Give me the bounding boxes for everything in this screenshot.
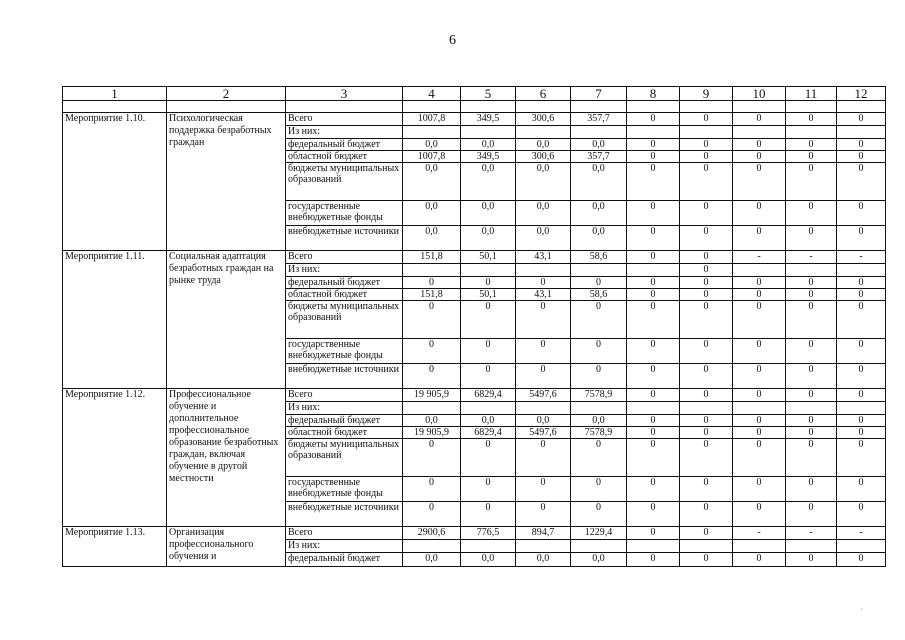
value-cell: 0 xyxy=(733,289,786,301)
value-cell: 0 xyxy=(837,415,886,427)
column-header: 3 xyxy=(286,87,403,101)
value-cell: 0 xyxy=(733,226,786,251)
measure-code: Мероприятие 1.13. xyxy=(63,527,167,567)
value-cell: 0 xyxy=(516,339,571,364)
value-cell: 2900,6 xyxy=(403,527,461,540)
value-cell: 0 xyxy=(680,163,733,201)
value-cell: 0 xyxy=(733,553,786,567)
funding-source: бюджеты муниципальных образований xyxy=(286,439,403,477)
value-cell xyxy=(571,402,627,415)
value-cell: 0 xyxy=(627,289,680,301)
value-cell: 0 xyxy=(571,477,627,502)
value-cell: 0 xyxy=(627,151,680,163)
value-cell: 5497,6 xyxy=(516,427,571,439)
funding-source: государственные внебюджетные фонды xyxy=(286,339,403,364)
value-cell: 151,8 xyxy=(403,289,461,301)
value-cell: 0 xyxy=(837,151,886,163)
value-cell: 0 xyxy=(627,439,680,477)
value-cell: 0,0 xyxy=(516,553,571,567)
value-cell: 0 xyxy=(680,264,733,277)
value-cell xyxy=(571,264,627,277)
value-cell: 0 xyxy=(733,389,786,402)
value-cell: 0 xyxy=(786,439,837,477)
value-cell: 0 xyxy=(571,301,627,339)
value-cell xyxy=(733,126,786,139)
value-cell: 0 xyxy=(680,251,733,264)
value-cell: - xyxy=(733,251,786,264)
value-cell xyxy=(786,126,837,139)
value-cell xyxy=(733,264,786,277)
value-cell: - xyxy=(837,527,886,540)
value-cell: 0,0 xyxy=(403,226,461,251)
value-cell: 0 xyxy=(680,301,733,339)
column-header: 2 xyxy=(167,87,286,101)
value-cell: 0 xyxy=(627,527,680,540)
value-cell: 0 xyxy=(627,553,680,567)
value-cell: 349,5 xyxy=(461,151,516,163)
value-cell: 0 xyxy=(571,364,627,389)
funding-source: Всего xyxy=(286,527,403,540)
value-cell xyxy=(516,126,571,139)
funding-source: Из них: xyxy=(286,264,403,277)
value-cell: 0 xyxy=(627,477,680,502)
value-cell: 0 xyxy=(680,113,733,126)
value-cell: 0 xyxy=(403,339,461,364)
spacer-row xyxy=(63,101,886,113)
value-cell: 0 xyxy=(516,439,571,477)
header-row xyxy=(63,87,886,101)
value-cell: 0 xyxy=(627,415,680,427)
value-cell: 6829,4 xyxy=(461,427,516,439)
value-cell: 0 xyxy=(403,439,461,477)
value-cell: 0 xyxy=(680,364,733,389)
value-cell: 0 xyxy=(680,289,733,301)
value-cell: 0 xyxy=(837,301,886,339)
value-cell: 50,1 xyxy=(461,251,516,264)
value-cell: 0 xyxy=(733,502,786,527)
funding-source: бюджеты муниципальных образований xyxy=(286,301,403,339)
value-cell: 19 905,9 xyxy=(403,389,461,402)
value-cell: 0 xyxy=(837,289,886,301)
value-cell xyxy=(461,540,516,553)
funding-source: Из них: xyxy=(286,126,403,139)
funding-source: внебюджетные источники xyxy=(286,502,403,527)
value-cell: 50,1 xyxy=(461,289,516,301)
value-cell: 0 xyxy=(733,427,786,439)
value-cell: 0 xyxy=(627,502,680,527)
value-cell: 0 xyxy=(837,553,886,567)
value-cell xyxy=(680,540,733,553)
funding-source: государственные внебюджетные фонды xyxy=(286,201,403,226)
value-cell: 0 xyxy=(680,553,733,567)
value-cell: 0 xyxy=(837,226,886,251)
value-cell: 0 xyxy=(786,163,837,201)
value-cell: 0 xyxy=(680,277,733,289)
value-cell: 0 xyxy=(461,339,516,364)
value-cell: 0,0 xyxy=(516,163,571,201)
value-cell: 357,7 xyxy=(571,113,627,126)
column-header: 11 xyxy=(786,87,837,101)
value-cell: 0 xyxy=(786,201,837,226)
value-cell xyxy=(837,126,886,139)
value-cell: 0 xyxy=(786,226,837,251)
value-cell: - xyxy=(786,527,837,540)
value-cell xyxy=(571,540,627,553)
value-cell: 43,1 xyxy=(516,251,571,264)
page-number: 6 xyxy=(449,33,456,48)
value-cell: 0 xyxy=(786,389,837,402)
value-cell xyxy=(786,402,837,415)
value-cell: 0 xyxy=(627,339,680,364)
value-cell: 0 xyxy=(680,201,733,226)
value-cell xyxy=(837,402,886,415)
value-cell: 0 xyxy=(516,477,571,502)
value-cell: 0 xyxy=(403,502,461,527)
funding-source: Из них: xyxy=(286,402,403,415)
value-cell: 0 xyxy=(571,339,627,364)
value-cell: 0,0 xyxy=(403,163,461,201)
value-cell: 58,6 xyxy=(571,251,627,264)
value-cell: 0 xyxy=(461,301,516,339)
column-header: 6 xyxy=(516,87,571,101)
value-cell xyxy=(680,126,733,139)
value-cell: 0 xyxy=(837,439,886,477)
value-cell: 0 xyxy=(627,226,680,251)
funding-source: областной бюджет xyxy=(286,427,403,439)
value-cell: 300,6 xyxy=(516,151,571,163)
value-cell: 0 xyxy=(786,289,837,301)
value-cell xyxy=(786,540,837,553)
budget-table xyxy=(62,86,886,567)
value-cell: 0 xyxy=(786,301,837,339)
value-cell: 0 xyxy=(786,477,837,502)
value-cell: 0 xyxy=(403,277,461,289)
value-cell xyxy=(403,402,461,415)
funding-source: Всего xyxy=(286,389,403,402)
value-cell: 0 xyxy=(461,502,516,527)
value-cell: 0,0 xyxy=(516,201,571,226)
value-cell: 5497,6 xyxy=(516,389,571,402)
value-cell xyxy=(403,126,461,139)
value-cell: 0,0 xyxy=(461,201,516,226)
table-row xyxy=(63,251,886,264)
value-cell: 300,6 xyxy=(516,113,571,126)
value-cell: 0 xyxy=(786,502,837,527)
value-cell: 0 xyxy=(733,415,786,427)
column-header: 10 xyxy=(733,87,786,101)
value-cell: 0 xyxy=(837,339,886,364)
funding-source: внебюджетные источники xyxy=(286,364,403,389)
value-cell: 0 xyxy=(461,439,516,477)
value-cell xyxy=(627,264,680,277)
value-cell xyxy=(786,264,837,277)
value-cell: 0,0 xyxy=(403,201,461,226)
value-cell: 19 905,9 xyxy=(403,427,461,439)
measure-name: Организация профессионального обучения и xyxy=(167,527,286,567)
value-cell: 0,0 xyxy=(571,553,627,567)
value-cell xyxy=(461,126,516,139)
table-row xyxy=(63,113,886,126)
value-cell: 0 xyxy=(627,364,680,389)
value-cell: 0 xyxy=(516,277,571,289)
value-cell: 0,0 xyxy=(403,139,461,151)
value-cell: 0 xyxy=(571,277,627,289)
value-cell: 0 xyxy=(680,415,733,427)
funding-source: внебюджетные источники xyxy=(286,226,403,251)
value-cell: 0 xyxy=(680,477,733,502)
column-header: 5 xyxy=(461,87,516,101)
value-cell: 0 xyxy=(837,427,886,439)
value-cell: 0 xyxy=(627,427,680,439)
funding-source: федеральный бюджет xyxy=(286,139,403,151)
measure-name: Социальная адаптация безработных граждан на рынке труда xyxy=(167,251,286,389)
value-cell: 1229,4 xyxy=(571,527,627,540)
value-cell: 894,7 xyxy=(516,527,571,540)
value-cell: 0 xyxy=(786,151,837,163)
value-cell: 0 xyxy=(733,139,786,151)
value-cell: 0 xyxy=(733,201,786,226)
value-cell: 0 xyxy=(403,301,461,339)
value-cell: 0,0 xyxy=(403,415,461,427)
value-cell: 0 xyxy=(680,151,733,163)
value-cell: 0 xyxy=(837,389,886,402)
measure-code: Мероприятие 1.12. xyxy=(63,389,167,527)
value-cell xyxy=(837,540,886,553)
value-cell: 151,8 xyxy=(403,251,461,264)
value-cell: 349,5 xyxy=(461,113,516,126)
value-cell: 0,0 xyxy=(571,139,627,151)
value-cell: 0 xyxy=(837,139,886,151)
value-cell xyxy=(571,126,627,139)
value-cell: 0 xyxy=(571,502,627,527)
value-cell xyxy=(680,402,733,415)
value-cell: 0 xyxy=(516,502,571,527)
value-cell: 0 xyxy=(786,113,837,126)
funding-source: областной бюджет xyxy=(286,151,403,163)
value-cell: 0 xyxy=(516,364,571,389)
value-cell: 0,0 xyxy=(461,226,516,251)
value-cell: 357,7 xyxy=(571,151,627,163)
value-cell: 0,0 xyxy=(516,226,571,251)
value-cell xyxy=(837,264,886,277)
value-cell: 0 xyxy=(403,477,461,502)
measure-name: Профессиональное обучение и дополнительное профессиональное образование безработных граждан, включая обучение в другой местности xyxy=(167,389,286,527)
value-cell: 0,0 xyxy=(461,553,516,567)
value-cell: 0 xyxy=(786,364,837,389)
value-cell: 0 xyxy=(786,415,837,427)
measure-code: Мероприятие 1.11. xyxy=(63,251,167,389)
value-cell xyxy=(516,264,571,277)
funding-source: федеральный бюджет xyxy=(286,553,403,567)
table-row xyxy=(63,527,886,540)
value-cell: 0 xyxy=(837,201,886,226)
table-row xyxy=(63,389,886,402)
value-cell: 0 xyxy=(627,139,680,151)
value-cell: 0 xyxy=(680,439,733,477)
funding-source: Всего xyxy=(286,251,403,264)
value-cell: 0 xyxy=(680,389,733,402)
value-cell: 776,5 xyxy=(461,527,516,540)
scan-mark: · xyxy=(860,604,863,614)
value-cell xyxy=(627,540,680,553)
value-cell xyxy=(516,540,571,553)
value-cell: 0 xyxy=(733,113,786,126)
value-cell xyxy=(516,402,571,415)
value-cell xyxy=(403,540,461,553)
value-cell: 0 xyxy=(627,201,680,226)
funding-source: федеральный бюджет xyxy=(286,277,403,289)
value-cell: 0 xyxy=(680,226,733,251)
value-cell: 0 xyxy=(516,301,571,339)
value-cell xyxy=(461,402,516,415)
value-cell: 0 xyxy=(680,527,733,540)
column-header: 8 xyxy=(627,87,680,101)
value-cell: 0 xyxy=(786,427,837,439)
value-cell: 1007,8 xyxy=(403,151,461,163)
value-cell: 0,0 xyxy=(571,226,627,251)
column-header: 1 xyxy=(63,87,167,101)
measure-name: Психологическая поддержка безработных граждан xyxy=(167,113,286,251)
value-cell: 0 xyxy=(733,163,786,201)
value-cell: 0 xyxy=(627,301,680,339)
value-cell: 0 xyxy=(837,364,886,389)
value-cell: 7578,9 xyxy=(571,427,627,439)
funding-source: бюджеты муниципальных образований xyxy=(286,163,403,201)
value-cell: 0 xyxy=(461,477,516,502)
value-cell xyxy=(733,540,786,553)
value-cell: 0,0 xyxy=(516,139,571,151)
value-cell: 0 xyxy=(786,339,837,364)
value-cell: 7578,9 xyxy=(571,389,627,402)
value-cell: 0 xyxy=(680,339,733,364)
value-cell: 0,0 xyxy=(571,163,627,201)
value-cell: 0 xyxy=(837,502,886,527)
value-cell: 0 xyxy=(837,477,886,502)
value-cell: 0 xyxy=(733,277,786,289)
value-cell: 0,0 xyxy=(461,415,516,427)
value-cell: - xyxy=(837,251,886,264)
value-cell: 0 xyxy=(627,277,680,289)
column-header: 9 xyxy=(680,87,733,101)
value-cell: 0 xyxy=(837,113,886,126)
value-cell: 0,0 xyxy=(571,415,627,427)
value-cell: 0 xyxy=(786,553,837,567)
value-cell: 0 xyxy=(837,163,886,201)
value-cell: 0 xyxy=(786,139,837,151)
measure-code: Мероприятие 1.10. xyxy=(63,113,167,251)
value-cell xyxy=(403,264,461,277)
funding-source: областной бюджет xyxy=(286,289,403,301)
value-cell: 0 xyxy=(627,251,680,264)
column-header: 12 xyxy=(837,87,886,101)
value-cell: 0 xyxy=(403,364,461,389)
column-header: 4 xyxy=(403,87,461,101)
value-cell: 0,0 xyxy=(571,201,627,226)
value-cell: 0 xyxy=(627,163,680,201)
value-cell: 43,1 xyxy=(516,289,571,301)
value-cell xyxy=(733,402,786,415)
value-cell: 0 xyxy=(680,427,733,439)
value-cell: 6829,4 xyxy=(461,389,516,402)
funding-source: государственные внебюджетные фонды xyxy=(286,477,403,502)
value-cell: 0 xyxy=(627,113,680,126)
value-cell xyxy=(627,402,680,415)
value-cell: 0 xyxy=(571,439,627,477)
value-cell: - xyxy=(786,251,837,264)
value-cell: 0,0 xyxy=(461,139,516,151)
value-cell: - xyxy=(733,527,786,540)
value-cell: 0 xyxy=(733,477,786,502)
value-cell: 0 xyxy=(733,439,786,477)
value-cell: 1007,8 xyxy=(403,113,461,126)
value-cell: 0 xyxy=(680,502,733,527)
value-cell: 0 xyxy=(733,364,786,389)
value-cell: 0,0 xyxy=(516,415,571,427)
funding-source: Из них: xyxy=(286,540,403,553)
value-cell: 58,6 xyxy=(571,289,627,301)
value-cell: 0,0 xyxy=(461,163,516,201)
column-header: 7 xyxy=(571,87,627,101)
value-cell: 0 xyxy=(461,277,516,289)
value-cell: 0 xyxy=(627,389,680,402)
funding-source: Всего xyxy=(286,113,403,126)
value-cell: 0 xyxy=(733,339,786,364)
value-cell: 0 xyxy=(837,277,886,289)
value-cell: 0 xyxy=(680,139,733,151)
value-cell xyxy=(461,264,516,277)
value-cell: 0,0 xyxy=(403,553,461,567)
value-cell: 0 xyxy=(461,364,516,389)
value-cell: 0 xyxy=(786,277,837,289)
value-cell: 0 xyxy=(733,301,786,339)
value-cell xyxy=(627,126,680,139)
funding-source: федеральный бюджет xyxy=(286,415,403,427)
value-cell: 0 xyxy=(733,151,786,163)
